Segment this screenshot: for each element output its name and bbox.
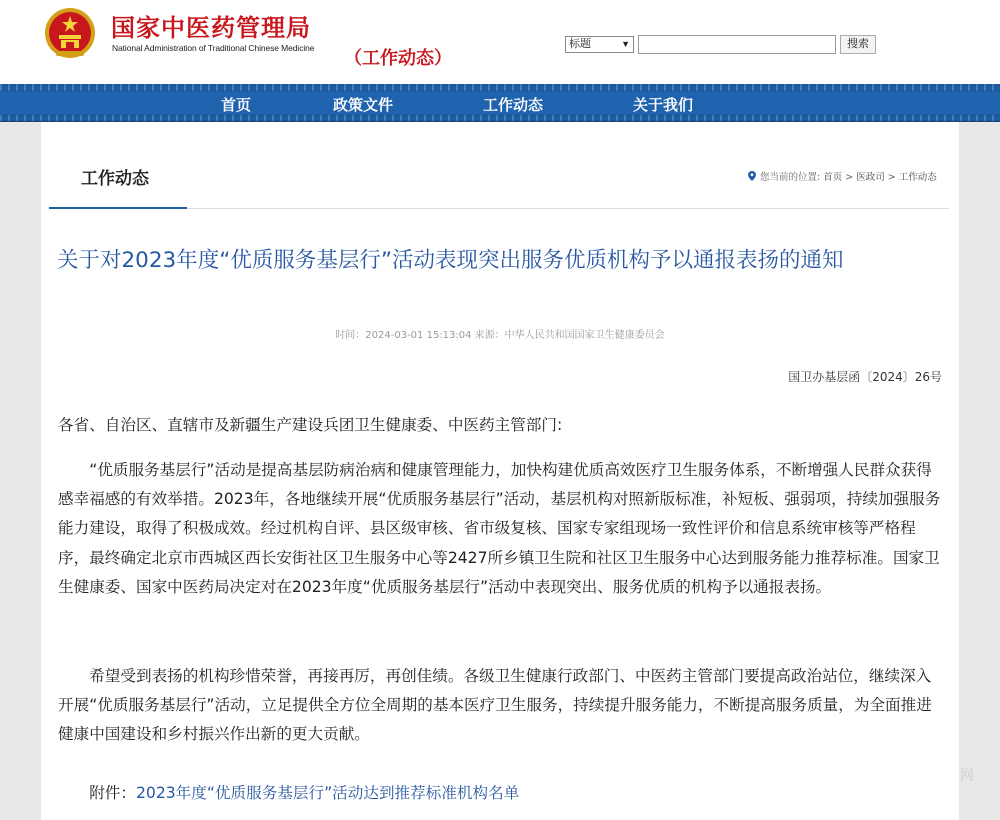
breadcrumb-home[interactable]: 首页 [823, 172, 843, 183]
tab-active-indicator [49, 207, 187, 209]
breadcrumb-work-news[interactable]: 工作动态 [898, 172, 937, 183]
article-meta: 时间：2024-03-01 15:13:04 来源：中华人民共和国国家卫生健康委员会 [335, 330, 665, 341]
search-input[interactable] [638, 35, 836, 54]
nav-item-about[interactable]: 关于我们 [633, 96, 694, 114]
location-pin-icon [748, 171, 756, 181]
body-paragraph: “优质服务基层行”活动是提高基层防病治病和健康管理能力，加快构建优质高效医疗卫生服务体系，不断增强人民群众获得感幸福感的有效举措。2023年，各地继续开展“优质服务基层行”活动，基层机构对照新版标准，补短板、强弱项，持续加强服务能力建设，取得了积极成效。经过机构自评、县区级审核、省市级复核、国家专家组现场一致性评价和信息系统审核等严格程序，最终确定北京市西城区西长安街社区卫生服务中心等2427所乡镇卫生院和社区卫生服务中心达到服务能力推荐标准。国家卫生健康委、国家中医药局决定对在2023年度“优质服务基层行”活动中表现突出、服务优质的机构予以通报表扬。 [58, 461, 941, 596]
site-title: 国家中医药管理局 [111, 13, 311, 42]
nav-item-work-news[interactable]: 工作动态 [483, 96, 544, 114]
search-field-select[interactable] [565, 36, 634, 53]
section-badge: （工作动态） [344, 48, 452, 69]
main-nav [0, 84, 1000, 122]
site-header [0, 0, 1000, 84]
nav-item-home[interactable]: 首页 [221, 96, 252, 114]
breadcrumb-prefix: 您当前的位置: [760, 172, 821, 183]
attachment-link[interactable]: 2023年度“优质服务基层行”活动达到推荐标准机构名单 [135, 784, 520, 802]
national-emblem-icon [44, 7, 96, 61]
document-number: 国卫办基层函〔2024〕26号 [788, 370, 942, 384]
breadcrumb-separator: > [845, 172, 854, 183]
search-button[interactable]: 搜索 [840, 35, 876, 54]
breadcrumb-medical-dept[interactable]: 医政司 [856, 172, 885, 183]
body-paragraph: 希望受到表扬的机构珍惜荣誉，再接再厉，再创佳绩。各级卫生健康行政部门、中医药主管部门要提高政治站位，继续深入开展“优质服务基层行”活动，立足提供全方位全周期的基本医疗卫生服务，持续提升服务能力，不断提高服务质量，为全面推进健康中国建设和乡村振兴作出新的更大贡献。 [58, 667, 932, 744]
breadcrumb [748, 169, 937, 183]
nav-item-policy[interactable]: 政策文件 [333, 96, 394, 114]
site-subtitle: National Administration of Traditional Chinese Medicine [112, 43, 315, 53]
article-title: 关于对2023年度“优质服务基层行”活动表现突出服务优质机构予以通报表扬的通知 [57, 248, 844, 273]
attachment-label: 附件： [89, 784, 136, 802]
salutation: 各省、自治区、直辖市及新疆生产建设兵团卫生健康委、中医药主管部门: [58, 416, 563, 434]
chevron-down-icon: ▼ [621, 39, 630, 49]
attachment-line [58, 779, 944, 808]
tab-work-news[interactable]: 工作动态 [81, 169, 149, 189]
breadcrumb-separator: > [887, 172, 896, 183]
watermark: 网 [960, 768, 974, 784]
content-panel [41, 122, 959, 820]
search-select-value: 标题 [569, 38, 591, 50]
